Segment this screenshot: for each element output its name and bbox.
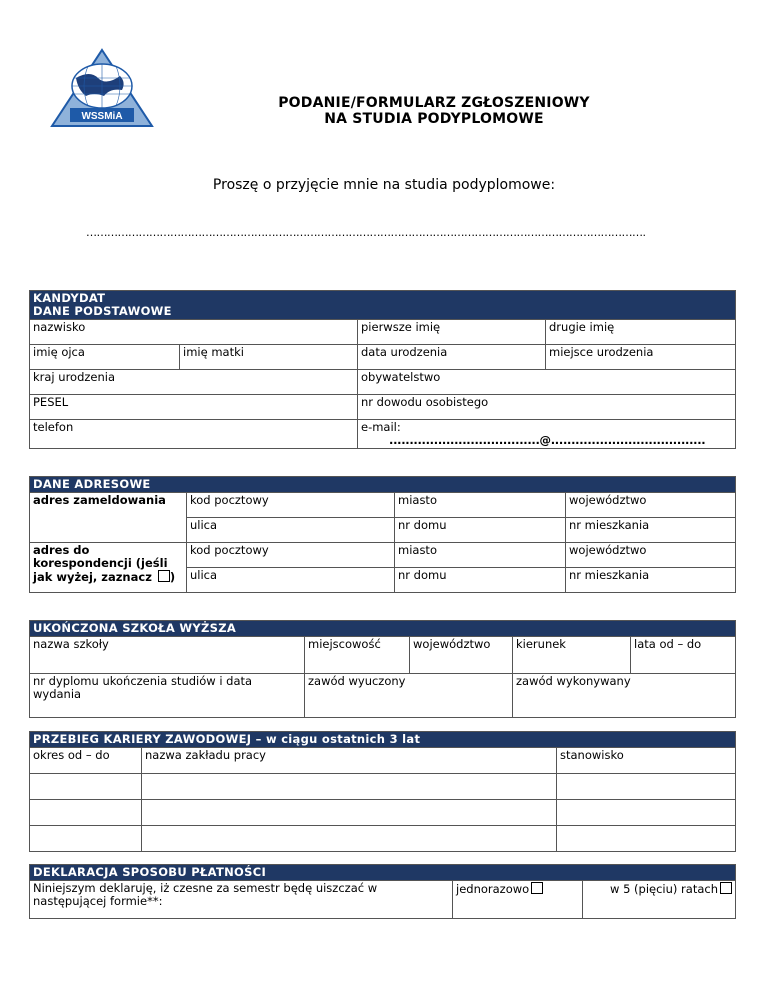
- col-okres: okres od – do: [30, 748, 142, 774]
- svg-text:WSSMiA: WSSMiA: [81, 111, 123, 122]
- field-lata[interactable]: lata od – do: [631, 637, 736, 674]
- cell-okres[interactable]: [30, 774, 142, 800]
- header-kandydat: KANDYDAT: [33, 291, 106, 305]
- option-raty[interactable]: [583, 881, 736, 919]
- same-address-checkbox[interactable]: [158, 570, 170, 582]
- field-pierwsze-imie[interactable]: pierwsze imię: [358, 320, 546, 345]
- section-platnosc: [29, 864, 736, 919]
- jednorazowo-checkbox[interactable]: [531, 882, 543, 894]
- field-nr-dowodu[interactable]: nr dowodu osobistego: [358, 395, 736, 420]
- field-zawod-wyuczony[interactable]: zawód wyuczony: [305, 674, 513, 718]
- field-kierunek[interactable]: kierunek: [513, 637, 631, 674]
- section-header: PRZEBIEG KARIERY ZAWODOWEJ – w ciągu ostatnich 3 lat: [30, 732, 736, 748]
- field-zam-wojewodztwo[interactable]: województwo: [566, 493, 736, 518]
- section-header: UKOŃCZONA SZKOŁA WYŻSZA: [30, 621, 736, 637]
- field-nr-dyplomu[interactable]: nr dyplomu ukończenia studiów i data wydania: [30, 674, 305, 718]
- table-row: [30, 800, 736, 826]
- label-adres-korespondencji: [30, 543, 187, 593]
- field-imie-ojca[interactable]: imię ojca: [30, 345, 180, 370]
- field-pesel[interactable]: PESEL: [30, 395, 358, 420]
- label-adres-zameldowania: adres zameldowania: [30, 493, 187, 543]
- header-dane-podstawowe: DANE PODSTAWOWE: [33, 304, 172, 318]
- section-dane-podstawowe: [29, 290, 736, 449]
- cell-zaklad[interactable]: [142, 800, 557, 826]
- title-line-1: PODANIE/FORMULARZ ZGŁOSZENIOWY: [278, 95, 590, 111]
- section-szkola-wyzsza: [29, 620, 736, 718]
- field-kor-nr-domu[interactable]: nr domu: [395, 568, 566, 593]
- col-stanowisko: stanowisko: [557, 748, 736, 774]
- col-zaklad: nazwa zakładu pracy: [142, 748, 557, 774]
- email-label: e-mail:: [361, 420, 401, 434]
- request-text: Proszę o przyjęcie mnie na studia podyplomowe:: [212, 177, 556, 193]
- field-kor-nr-mieszkania[interactable]: nr mieszkania: [566, 568, 736, 593]
- field-email[interactable]: [358, 420, 736, 449]
- field-wojewodztwo[interactable]: województwo: [410, 637, 513, 674]
- field-kraj-urodzenia[interactable]: kraj urodzenia: [30, 370, 358, 395]
- field-zam-ulica[interactable]: ulica: [187, 518, 395, 543]
- field-nazwa-szkoly[interactable]: nazwa szkoły: [30, 637, 305, 674]
- cell-stanowisko[interactable]: [557, 774, 736, 800]
- table-row: [30, 774, 736, 800]
- field-miejsce-urodzenia[interactable]: miejsce urodzenia: [546, 345, 736, 370]
- table-row: [30, 826, 736, 852]
- field-telefon[interactable]: telefon: [30, 420, 358, 449]
- field-kor-wojewodztwo[interactable]: województwo: [566, 543, 736, 568]
- raty-label: w 5 (pięciu) ratach: [610, 882, 718, 896]
- deklaracja-text: Niniejszym deklaruję, iż czesne za semestr będę uiszczać w następującej formie**:: [30, 881, 453, 919]
- raty-checkbox[interactable]: [720, 882, 732, 894]
- field-kor-kod-pocztowy[interactable]: kod pocztowy: [187, 543, 395, 568]
- closing-paren: ): [169, 570, 176, 584]
- field-zam-miasto[interactable]: miasto: [395, 493, 566, 518]
- form-title: [200, 95, 668, 127]
- cell-okres[interactable]: [30, 800, 142, 826]
- field-miejscowosc[interactable]: miejscowość: [305, 637, 410, 674]
- field-data-urodzenia[interactable]: data urodzenia: [358, 345, 546, 370]
- field-zam-kod-pocztowy[interactable]: kod pocztowy: [187, 493, 395, 518]
- field-kor-miasto[interactable]: miasto: [395, 543, 566, 568]
- field-drugie-imie[interactable]: drugie imię: [546, 320, 736, 345]
- field-zawod-wykonywany[interactable]: zawód wykonywany: [513, 674, 736, 718]
- cell-okres[interactable]: [30, 826, 142, 852]
- cell-zaklad[interactable]: [142, 774, 557, 800]
- section-header: DANE ADRESOWE: [30, 477, 736, 493]
- section-kariera: [29, 731, 736, 852]
- cell-stanowisko[interactable]: [557, 826, 736, 852]
- cell-stanowisko[interactable]: [557, 800, 736, 826]
- field-kor-ulica[interactable]: ulica: [187, 568, 395, 593]
- section-header: DEKLARACJA SPOSOBU PŁATNOŚCI: [30, 865, 736, 881]
- section-dane-adresowe: [29, 476, 736, 593]
- field-nazwisko[interactable]: nazwisko: [30, 320, 358, 345]
- field-zam-nr-mieszkania[interactable]: nr mieszkania: [566, 518, 736, 543]
- adres-korespondencji-text: adres do korespondencji (jeśli jak wyżej, zaznacz: [33, 543, 168, 584]
- cell-zaklad[interactable]: [142, 826, 557, 852]
- field-obywatelstwo[interactable]: obywatelstwo: [358, 370, 736, 395]
- program-name-field[interactable]: …………………………………………………………………………………………………………………………………………….: [86, 226, 646, 239]
- jednorazowo-label: jednorazowo: [456, 882, 530, 896]
- option-jednorazowo[interactable]: [453, 881, 583, 919]
- wssmia-logo: [50, 48, 154, 128]
- section-header: [30, 291, 736, 320]
- field-imie-matki[interactable]: imię matki: [180, 345, 358, 370]
- field-zam-nr-domu[interactable]: nr domu: [395, 518, 566, 543]
- email-dots: .....................................@......................................: [389, 433, 706, 447]
- title-line-2: NA STUDIA PODYPLOMOWE: [324, 111, 544, 127]
